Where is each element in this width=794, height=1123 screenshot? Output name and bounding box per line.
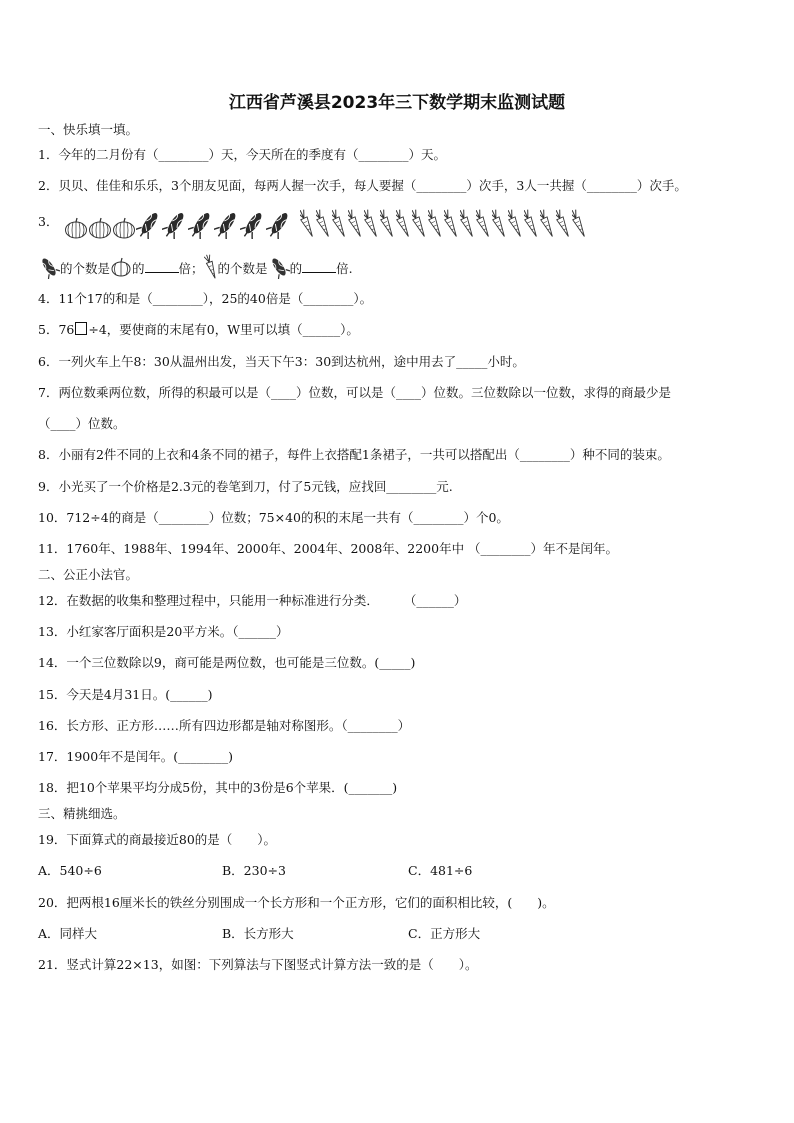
q20-option-a[interactable]: A．同样大 [38, 926, 98, 941]
corn-icon [214, 209, 240, 239]
page-title: 江西省芦溪县2023年三下数学期末监测试题 [228, 93, 566, 113]
question-15: 15．今天是4月31日。(______) [38, 687, 213, 702]
q19-option-a[interactable]: A．540÷6 [38, 863, 102, 878]
carrot-icon [316, 209, 329, 239]
carrot-icon [332, 209, 345, 239]
question-14: 14．一个三位数除以9，商可能是两位数，也可能是三位数。(_____) [38, 655, 416, 670]
question-10: 10．712÷4的商是（________）位数；75×40的积的末尾一共有（________）个0。 [38, 510, 509, 525]
question-20: 20．把两根16厘米长的铁丝分别围成一个长方形和一个正方形，它们的面积相比较，( )。 [38, 895, 555, 910]
carrot-icon [492, 209, 505, 239]
corn-icon [162, 209, 188, 239]
pumpkin-icon [64, 217, 88, 239]
carrot-icon [396, 209, 409, 239]
question-2: 2．贝贝、佳佳和乐乐，3个朋友见面，每两人握一次手，每人要握（________）次手，3人一共握（________）次手。 [38, 178, 687, 193]
q3-text-e: 的 [289, 261, 303, 276]
q20-option-c[interactable]: C．正方形大 [408, 926, 481, 941]
corn-icon [136, 209, 162, 239]
carrot-icon [204, 254, 218, 285]
question-9: 9．小光买了一个价格是2.3元的卷笔到刀，付了5元钱，应找回________元. [38, 479, 453, 494]
question-6: 6．一列火车上午8：30从温州出发，当天下午3：30到达杭州，途中用去了_____小时。 [38, 354, 525, 369]
corn-icon [268, 255, 290, 284]
q5-text-b: ÷4，要使商的末尾有0，W里可以填（______）。 [88, 322, 359, 337]
digit-box [75, 322, 87, 335]
blank[interactable] [145, 260, 179, 273]
carrot-icon [476, 209, 489, 239]
question-16: 16．长方形、正方形……所有四边形都是轴对称图形。（________） [38, 718, 411, 733]
q3-text-d: 的个数是 [217, 261, 268, 276]
carrot-icon [428, 209, 441, 239]
corn-icon [38, 255, 60, 284]
carrot-icon [540, 209, 553, 239]
blank[interactable] [302, 260, 336, 273]
q19-option-c[interactable]: C．481÷6 [408, 863, 473, 878]
q20-option-b[interactable]: B．长方形大 [222, 926, 294, 941]
pumpkin-icon [110, 257, 132, 282]
question-7-line-2: （____）位数。 [38, 416, 126, 431]
question-19: 19．下面算式的商最接近80的是（ ）。 [38, 832, 277, 847]
corn-icon [266, 209, 292, 239]
carrot-icon [508, 209, 521, 239]
question-12: 12．在数据的收集和整理过程中，只能用一种标准进行分类． （______） [38, 593, 467, 608]
carrot-icon [412, 209, 425, 239]
carrot-icon [444, 209, 457, 239]
carrot-icon [364, 209, 377, 239]
question-8: 8．小丽有2件不同的上衣和4条不同的裙子，每件上衣搭配1条裙子，一共可以搭配出（________）种不同的装束。 [38, 447, 670, 462]
q19-option-b[interactable]: B．230÷3 [222, 863, 286, 878]
section-heading-fill-in: 一、快乐填一填。 [38, 122, 139, 137]
pumpkin-icon [88, 217, 112, 239]
pumpkin-icon [112, 217, 136, 239]
carrot-icon [380, 209, 393, 239]
question-18: 18．把10个苹果平均分成5份，其中的3份是6个苹果．(_______) [38, 780, 398, 795]
question-5 [38, 321, 359, 339]
carrot-icon [460, 209, 473, 239]
carrot-icon [348, 209, 361, 239]
question-4: 4．11个17的和是（________），25的40倍是（________）。 [38, 291, 373, 306]
question-7-line-1: 7．两位数乘两位数，所得的积最可以是（____）位数，可以是（____）位数。三位数除以一位数，求得的商最少是 [38, 385, 671, 400]
q3-text-b: 的 [132, 261, 145, 276]
section-heading-true-false: 二、公正小法官。 [38, 567, 139, 582]
corn-icon [240, 209, 266, 239]
q3-text-a: 的个数是 [60, 261, 111, 276]
corn-icon [188, 209, 214, 239]
question-11: 11．1760年、1988年、1994年、2000年、2004年、2008年、2200年中 （________）年不是闰年。 [38, 541, 619, 556]
question-17: 17．1900年不是闰年。(________) [38, 749, 233, 764]
question-21: 21．竖式计算22×13，如图：下列算法与下图竖式计算方法一致的是（ ）。 [38, 957, 478, 972]
q5-text-a: 5．76 [38, 322, 75, 337]
question-3-text [38, 254, 353, 285]
question-13: 13．小红家客厅面积是20平方米。（______） [38, 624, 289, 639]
carrot-icon [524, 209, 537, 239]
section-heading-multiple-choice: 三、精挑细选。 [38, 806, 126, 821]
question-1: 1．今年的二月份有（________）天，今天所在的季度有（________）天。 [38, 147, 446, 162]
carrot-icon [556, 209, 569, 239]
carrot-icon [300, 209, 313, 239]
q3-text-c: 倍； [178, 261, 204, 276]
q3-text-f: 倍. [336, 261, 353, 276]
carrot-icon [572, 209, 585, 239]
question-3-number: 3． [38, 214, 59, 229]
question-3-picture-row [64, 205, 588, 239]
